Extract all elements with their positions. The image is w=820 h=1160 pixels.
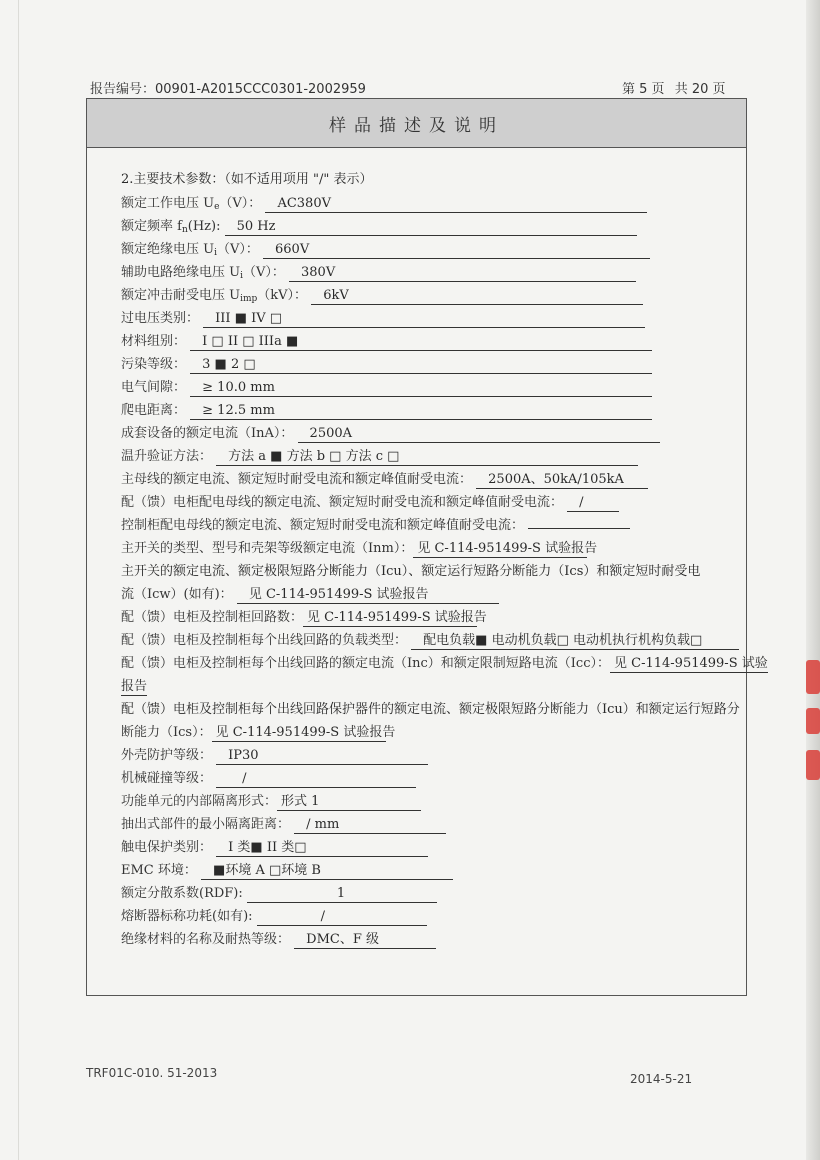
row-withdrawable — [121, 816, 446, 834]
row-separation — [121, 793, 421, 811]
value: 380V — [289, 265, 636, 282]
value: ■环境 A □环境 B — [201, 863, 453, 880]
label: 断能力（Ics）： — [121, 725, 212, 740]
label: 额定工作电压 U — [121, 196, 215, 211]
value: 50 Hz — [225, 219, 637, 236]
value: / — [567, 495, 619, 512]
value: I 类■ II 类□ — [216, 840, 428, 857]
row-temp-rise — [121, 448, 638, 466]
label: 成套设备的额定电流（InA）： — [121, 426, 294, 441]
label: 熔断器标称功耗(如有): — [121, 909, 253, 924]
row-overvoltage — [121, 310, 645, 328]
label: 材料组别： — [121, 334, 187, 349]
value: 报告 — [121, 679, 148, 694]
value: ≥ 12.5 mm — [190, 403, 652, 420]
value: 660V — [263, 242, 650, 259]
label: 功能单元的内部隔离形式： — [121, 794, 278, 809]
value — [528, 528, 630, 529]
row-fuse — [121, 908, 427, 926]
row-shock-protection — [121, 839, 428, 857]
label: 主母线的额定电流、额定短时耐受电流和额定峰值耐受电流： — [121, 472, 473, 487]
row-rdf — [121, 885, 437, 903]
subscript: n — [181, 225, 188, 235]
label: 温升验证方法： — [121, 449, 213, 464]
row-circuits — [121, 609, 487, 627]
label-unit: （V）： — [219, 196, 262, 211]
report-number: 报告编号：00901-A2015CCC0301-2002959 — [90, 82, 366, 97]
row-creepage — [121, 402, 652, 420]
row-impulse-voltage — [121, 287, 643, 308]
value: 见 C-114-951499-S 试验报告 — [237, 587, 499, 604]
value: 见 C-114-951499-S 试验报告 — [413, 541, 587, 558]
value: 方法 a ■ 方法 b □ 方法 c □ — [216, 449, 638, 466]
label: 配（馈）电柜及控制柜每个出线回路的负载类型： — [121, 633, 408, 648]
value: 见 C-114-951499-S 试验报告 — [303, 610, 477, 627]
form-number: TRF01C-010. 51-2013 — [86, 1066, 218, 1080]
label: 机械碰撞等级： — [121, 771, 213, 786]
value: / mm — [294, 817, 446, 834]
row-insulation-voltage — [121, 241, 650, 262]
row-load-type — [121, 632, 739, 650]
label: 额定分散系数(RDF): — [121, 886, 243, 901]
row-rated-voltage — [121, 195, 647, 216]
row-main-switch-rating-line1: 主开关的额定电流、额定极限短路分断能力（Icu）、额定运行短路分断能力（Ics）和额定短时耐受电 — [121, 564, 701, 579]
value: 2500A、50kA/105kA — [476, 472, 648, 489]
row-emc — [121, 862, 453, 880]
label-unit: （kV）： — [257, 288, 308, 303]
value: III ■ IV □ — [203, 311, 645, 328]
seal-mark — [806, 708, 820, 734]
value: 见 C-114-951499-S 试验报告 — [212, 725, 386, 742]
label: 过电压类别： — [121, 311, 200, 326]
subscript: e — [214, 202, 220, 212]
page-edge — [806, 0, 820, 1160]
row-pollution — [121, 356, 652, 374]
row-material-group — [121, 333, 652, 351]
row-main-switch — [121, 540, 598, 558]
value: / — [257, 909, 427, 926]
value: DMC、F 级 — [294, 932, 436, 949]
content-frame — [86, 98, 768, 996]
page-number — [622, 78, 732, 97]
label: 外壳防护等级： — [121, 748, 213, 763]
seal-mark — [806, 750, 820, 780]
report-date: 2014-5-21 — [630, 1072, 693, 1086]
row-impact — [121, 770, 416, 788]
value: 见 C-114-951499-S 试验 — [610, 656, 768, 673]
value: 形式 1 — [277, 794, 421, 811]
row-outgoing-line2 — [121, 678, 147, 696]
value: 6kV — [311, 288, 643, 305]
label: EMC 环境： — [121, 863, 197, 878]
label: 抽出式部件的最小隔离距离： — [121, 817, 291, 832]
value: AC380V — [265, 196, 647, 213]
row-insulation-material — [121, 931, 436, 949]
intro-line: 2.主要技术参数：（如不适用项用 "/" 表示） — [121, 172, 373, 187]
row-ina — [121, 425, 660, 443]
subscript: i — [240, 271, 243, 281]
row-aux-voltage — [121, 264, 636, 285]
subscript: imp — [240, 294, 258, 304]
label: 配（馈）电柜及控制柜每个出线回路的额定电流（Inc）和额定限制短路电流（Icc）： — [121, 656, 610, 671]
label-unit: （V）： — [242, 265, 285, 280]
label: 额定冲击耐受电压 U — [121, 288, 241, 303]
subscript: i — [214, 248, 217, 258]
row-main-busbar — [121, 471, 648, 489]
row-protect-line2 — [121, 724, 396, 742]
row-clearance — [121, 379, 652, 397]
label: 污染等级： — [121, 357, 187, 372]
label: 控制柜配电母线的额定电流、额定短时耐受电流和额定峰值耐受电流： — [121, 518, 525, 533]
label: 主开关的类型、型号和壳架等级额定电流（Inm）： — [121, 541, 414, 556]
seal-mark — [806, 660, 820, 694]
row-ip-rating — [121, 747, 428, 765]
label: 流（Icw）(如有)： — [121, 587, 233, 602]
value: / — [216, 771, 416, 788]
value: 3 ■ 2 □ — [190, 357, 652, 374]
label: 电气间隙： — [121, 380, 187, 395]
label: 额定绝缘电压 U — [121, 242, 215, 257]
label: 配（馈）电柜配电母线的额定电流、额定短时耐受电流和额定峰值耐受电流： — [121, 495, 564, 510]
label: 配（馈）电柜及控制柜回路数： — [121, 610, 304, 625]
page-edge-shadow — [18, 0, 19, 1160]
row-frequency — [121, 218, 637, 239]
value: I □ II □ IIIa ■ — [190, 334, 652, 351]
total-pages: 共 20 页 — [674, 82, 726, 97]
row-ctrl-busbar — [121, 517, 630, 535]
section-title: 样品描述及说明 — [87, 99, 746, 148]
label: 爬电距离： — [121, 403, 187, 418]
value: 2500A — [298, 426, 660, 443]
row-dist-busbar — [121, 494, 619, 512]
current-page: 第 5 页 — [622, 82, 665, 97]
row-protect-line1: 配（馈）电柜及控制柜每个出线回路保护器件的额定电流、额定极限短路分断能力（Icu）和额定运行短路分 — [121, 702, 740, 717]
label-unit: （V）： — [216, 242, 259, 257]
label: 触电保护类别： — [121, 840, 213, 855]
value: ≥ 10.0 mm — [190, 380, 652, 397]
value: 1 — [247, 886, 437, 903]
row-main-switch-rating-line2 — [121, 586, 499, 604]
label: 绝缘材料的名称及耐热等级： — [121, 932, 291, 947]
value: 配电负载■ 电动机负载□ 电动机执行机构负载□ — [411, 633, 739, 650]
label: 辅助电路绝缘电压 U — [121, 265, 241, 280]
label: 额定频率 f — [121, 219, 182, 234]
value: IP30 — [216, 748, 428, 765]
row-outgoing-line1 — [121, 655, 768, 673]
label-unit: (Hz): — [187, 219, 221, 234]
